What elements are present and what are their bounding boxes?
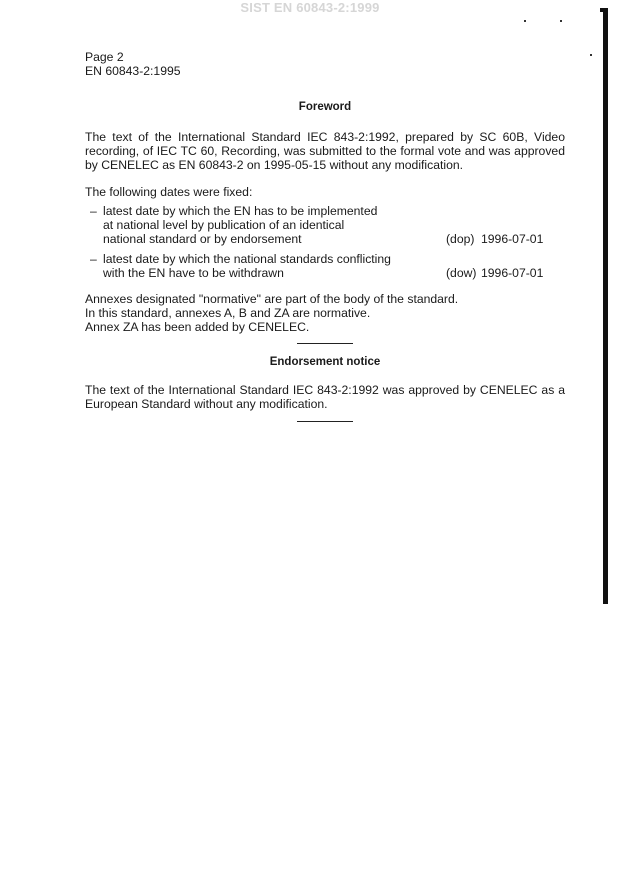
date-value: 1996-07-01 — [481, 232, 544, 246]
section-divider — [297, 343, 353, 344]
date-value: 1996-07-01 — [481, 266, 544, 280]
date-description-line: latest date by which the EN has to be implemented — [103, 204, 378, 218]
date-abbreviation: (dop) — [446, 232, 475, 246]
date-description-line: national standard or by endorsement — [103, 232, 302, 246]
endorsement-text: The text of the International Standard IEC 843-2:1992 was approved by CENELEC as a European Standard without any modification. — [85, 383, 565, 411]
document-number: EN 60843-2:1995 — [85, 64, 181, 78]
scan-speck — [590, 54, 592, 56]
date-description-line: at national level by publication of an identical — [103, 218, 345, 232]
page-number: Page 2 — [85, 50, 124, 64]
dates-intro: The following dates were fixed: — [85, 185, 253, 199]
list-dash: – — [90, 252, 97, 266]
scan-speck — [560, 20, 562, 22]
annex-line: Annexes designated "normative" are part of the body of the standard. — [85, 292, 459, 306]
list-dash: – — [90, 204, 97, 218]
date-description-line: with the EN have to be withdrawn — [103, 266, 284, 280]
scan-speck — [524, 20, 526, 22]
section-divider — [297, 421, 353, 422]
date-description-line: latest date by which the national standards conflicting — [103, 252, 391, 266]
annex-line: In this standard, annexes A, B and ZA are normative. — [85, 306, 371, 320]
scan-edge-bar — [603, 8, 608, 604]
foreword-heading: Foreword — [298, 101, 352, 113]
foreword-intro: The text of the International Standard IEC 843-2:1992, prepared by SC 60B, Video recording, of IEC TC 60, Recording, was submitted to the formal vote and was approved by CENELEC as EN 60843-2 on 1995-05-15 without any modification. — [85, 130, 565, 172]
annex-line: Annex ZA has been added by CENELEC. — [85, 320, 310, 334]
document-page — [85, 50, 565, 422]
endorsement-heading: Endorsement notice — [269, 356, 381, 368]
dates-list — [85, 204, 565, 280]
watermark: SIST EN 60843-2:1999 — [240, 0, 380, 15]
annex-paragraph — [85, 292, 565, 334]
list-item — [85, 204, 565, 246]
list-item — [85, 252, 565, 280]
date-abbreviation: (dow) — [446, 266, 477, 280]
